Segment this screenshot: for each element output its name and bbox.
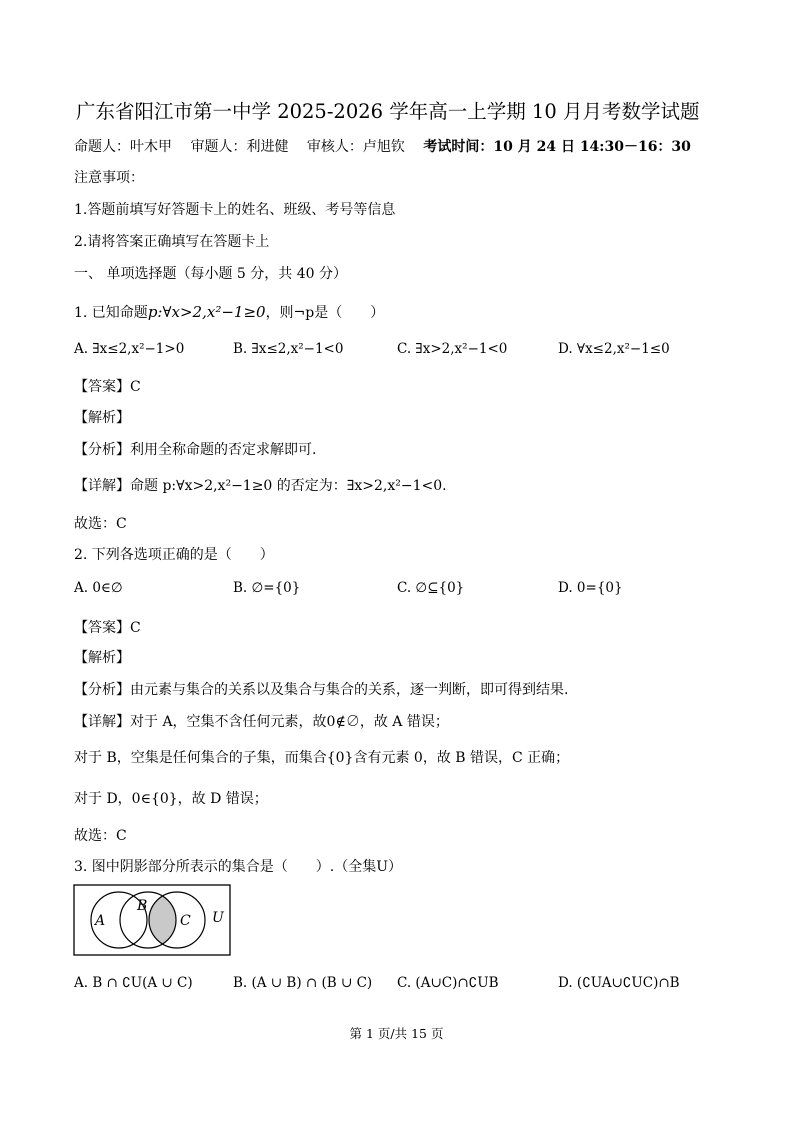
- exam-time: 考试时间：10 月 24 日 14:30－16：30: [423, 139, 691, 155]
- q2-fenxi: 【分析】由元素与集合的关系以及集合与集合的关系，逐一判断，即可得到结果.: [74, 682, 569, 698]
- q1-fenxi: 【分析】利用全称命题的否定求解即可.: [74, 442, 317, 458]
- q1-stem-pre: 1. 已知命题: [74, 305, 148, 321]
- q1-option-c: C. ∃x>2,x²−1<0: [397, 341, 508, 357]
- reviewer: 审题人：利进健: [190, 139, 289, 155]
- venn-label-b: B: [137, 898, 148, 914]
- q3-stem: 3. 图中阴影部分所表示的集合是（ ）.（全集U）: [74, 859, 403, 875]
- q3-option-a: A. B ∩ ∁U(A ∪ C): [74, 975, 193, 991]
- q3-option-b: B. (A ∪ B) ∩ (B ∪ C): [233, 975, 373, 991]
- q2-conclusion: 故选：C: [74, 828, 127, 844]
- q1-option-b: B. ∃x≤2,x²−1<0: [233, 341, 344, 357]
- q1-stem-math: p:∀x>2,x²−1≥0: [147, 303, 266, 321]
- setter: 命题人：叶木甲: [74, 139, 172, 155]
- venn-label-u: U: [212, 910, 224, 926]
- exam-meta: [74, 136, 691, 156]
- q1-xiangjie: 【详解】命题 p:∀x>2,x²−1≥0 的否定为：∃x>2,x²−1<0.: [74, 478, 447, 494]
- exam-title: 广东省阳江市第一中学 2025-2026 学年高一上学期 10 月月考数学试题: [76, 100, 700, 123]
- q2-answer: 【答案】C: [74, 620, 141, 636]
- q2-stem: 2. 下列各选项正确的是（ ）: [74, 547, 274, 563]
- notice-item-1: 1.答题前填写好答题卡上的姓名、班级、考号等信息: [74, 202, 396, 218]
- q1-option-d: D. ∀x≤2,x²−1≤0: [558, 341, 670, 357]
- q2-xiangjie: 【详解】对于 A，空集不含任何元素，故0∉∅，故 A 错误；: [74, 714, 449, 730]
- q2-line-3: 对于 D，0∈{0}，故 D 错误；: [74, 791, 268, 807]
- q1-stem-post: ，则¬p是（ ）: [265, 305, 385, 321]
- q2-option-a: A. 0∈∅: [74, 580, 123, 596]
- section-heading: 一、 单项选择题（每小题 5 分，共 40 分）: [74, 266, 347, 282]
- notice-heading: 注意事项：: [74, 170, 144, 186]
- page-footer: 第 1 页/共 15 页: [349, 1026, 444, 1041]
- venn-label-c: C: [180, 913, 191, 929]
- q2-option-b: B. ∅={0}: [233, 580, 301, 596]
- q2-option-d: D. 0={0}: [558, 580, 623, 596]
- notice-item-2: 2.请将答案正确填写在答题卡上: [74, 234, 270, 250]
- q1-conclusion: 故选：C: [74, 516, 127, 532]
- q1-stem: [74, 302, 384, 322]
- q3-option-c: C. (A∪C)∩∁UB: [397, 975, 499, 991]
- venn-diagram: [73, 884, 231, 956]
- q2-line-2: 对于 B，空集是任何集合的子集，而集合{0}含有元素 0，故 B 错误，C 正确；: [74, 750, 570, 766]
- q1-answer: 【答案】C: [74, 379, 141, 395]
- q3-option-d: D. (∁UA∪∁UC)∩B: [558, 975, 680, 991]
- q2-option-c: C. ∅⊆{0}: [397, 580, 465, 596]
- q1-analysis-tag: 【解析】: [74, 410, 130, 426]
- venn-label-a: A: [95, 913, 106, 929]
- q1-option-a: A. ∃x≤2,x²−1>0: [74, 341, 185, 357]
- checker: 审核人：卢旭钦: [306, 139, 405, 155]
- q2-analysis-tag: 【解析】: [74, 650, 130, 666]
